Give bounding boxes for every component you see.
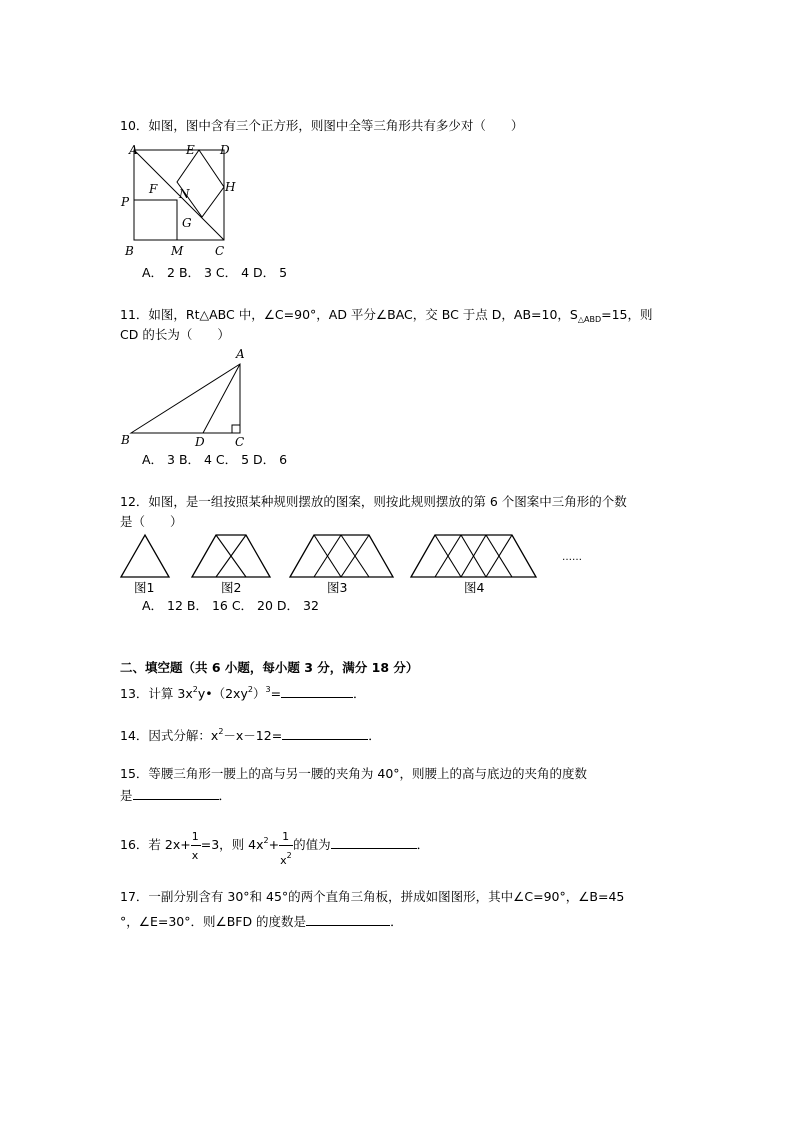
q16-frac2-den-x: x [280,853,287,867]
q12-figure-1 [121,535,171,580]
section2-heading: 二、填空题（共 6 小题，每小题 3 分，满分 18 分） [120,660,419,675]
q17-text: °，∠E=30°．则∠BFD 的度数是 [120,914,307,929]
q16-frac2-num: 1 [282,829,290,843]
q15-answer-blank[interactable] [133,786,219,800]
q11-label-C: C [235,435,245,449]
q13-answer-blank[interactable] [281,684,353,698]
q13-text-a: 13．计算 3x [120,686,193,701]
q11-stem-sub: △ABD [577,315,602,324]
q14-text-a: 14．因式分解：x [120,728,219,743]
q13-end: ． [353,686,366,701]
q11-figure [131,364,251,444]
q11-stem-line2: CD 的长为（ ） [120,327,230,342]
q16 [120,829,430,867]
q11-stem-a: 11．如图，Rt△ABC 中，∠C=90°，AD 平分∠BAC，交 BC 于点 D，AB=10，S [120,307,578,322]
q10-label-F: F [149,182,158,196]
q17-end: ． [390,914,403,929]
q16-frac2-den-sup: 2 [286,850,292,860]
q14-text-b: －x－12= [223,728,283,743]
q16-fraction-2 [279,829,293,867]
q15-end: ． [218,788,232,803]
q10-label-E: E [186,143,195,157]
q10-options: A． 2 B． 3 C． 4 D． 5 [142,265,288,280]
q12-stem-line1: 12．如图，是一组按照某种规则摆放的图案，则按此规则摆放的第 6 个图案中三角形的个数 [120,494,627,509]
q15-text: 是 [120,788,133,803]
q13 [120,682,366,702]
q10-label-A: A [129,143,138,157]
q15-line2 [120,786,231,804]
q16-answer-blank[interactable] [331,835,417,849]
q10-label-P: P [121,195,130,209]
q15-line1: 15．等腰三角形一腰上的高与另一腰的夹角为 40°，则腰上的高与底边的夹角的度数 [120,766,588,781]
q16-frac1-num: 1 [191,829,199,843]
q14 [120,724,381,744]
q10-label-C: C [215,244,225,258]
q10-label-H: H [225,180,236,194]
q14-answer-blank[interactable] [282,726,368,740]
q10-stem: 10．如图，图中含有三个正方形，则图中全等三角形共有多少对（ ） [120,118,524,133]
q17-answer-blank[interactable] [306,912,390,926]
q12-figure-4 [411,535,541,580]
q13-sup2: 2 [247,685,253,694]
q10-label-G: G [182,216,192,230]
q14-sup1: 2 [218,727,224,736]
q16-text-d: 的值为 [293,837,331,852]
q10-label-B: B [125,244,134,258]
q16-text-b: =3，则 4x [200,837,264,852]
q11-label-D: D [195,435,205,449]
q10-label-M: M [171,244,184,258]
q12-ellipsis: …… [562,552,582,563]
q12-caption-1: 图1 [134,580,155,595]
q16-end: ． [416,837,430,852]
q13-sup1: 2 [192,685,198,694]
q14-end: ． [368,728,381,743]
q16-frac2-den [280,848,292,869]
q16-text-a: 16．若 2x+ [120,837,191,852]
q11-options: A． 3 B． 4 C． 5 D． 6 [142,452,288,467]
q16-fraction-1 [191,829,201,862]
q17-line1: 17．一副分别含有 30°和 45°的两个直角三角板，拼成如图图形，其中∠C=90°，∠B=45 [120,889,625,904]
q10-label-D: D [220,143,230,157]
q13-sup3: 3 [265,685,271,694]
q11-stem-line1 [120,307,653,328]
q12-caption-2: 图2 [221,580,242,595]
q12-figure-2 [192,535,272,580]
q11-stem-b: =15，则 [601,307,653,322]
q16-text-c: + [268,837,280,852]
q12-figure-3 [290,535,395,580]
q13-text-c: ） [252,686,266,701]
q13-text-b: y•（2xy [197,686,248,701]
q12-caption-3: 图3 [327,580,348,595]
q13-text-d: = [270,686,282,701]
q11-label-B: B [121,433,130,447]
q10-label-N: N [179,187,190,201]
q17-line2 [120,912,403,930]
q12-options: A． 12 B． 16 C． 20 D． 32 [142,598,319,613]
q11-label-A: A [236,347,245,361]
q16-frac1-den: x [191,848,199,862]
q12-caption-4: 图4 [464,580,485,595]
q16-sup1: 2 [263,836,269,845]
q12-stem-line2: 是（ ） [120,514,183,529]
